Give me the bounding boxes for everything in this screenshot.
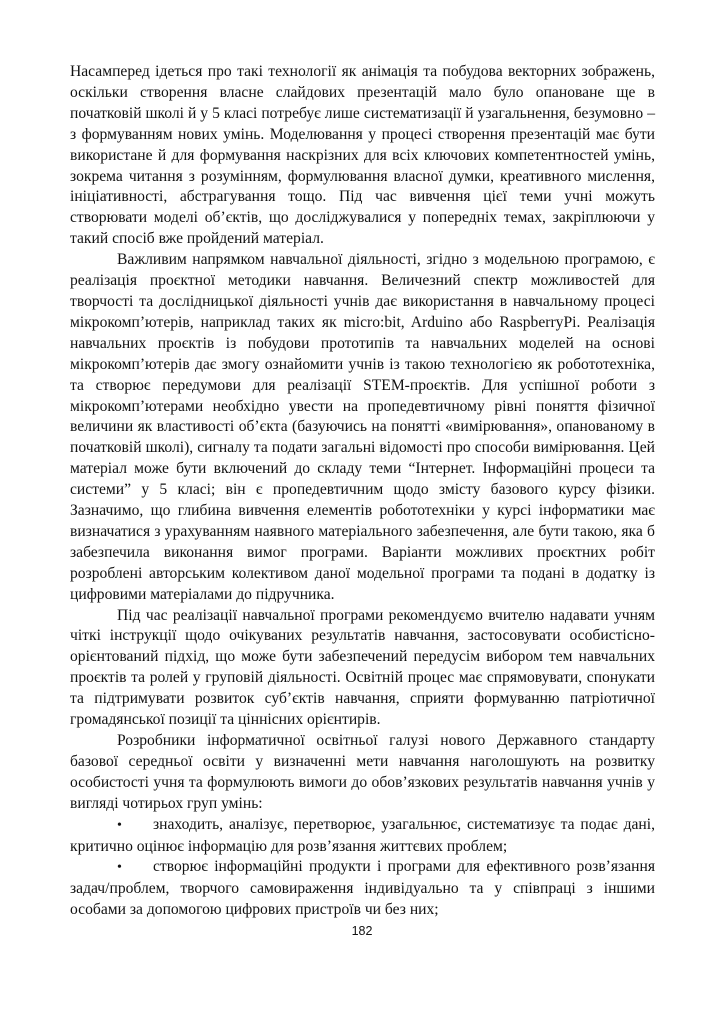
bullet-icon: • [117,817,122,833]
document-body [70,62,655,921]
paragraph-recommendations: Під час реалізації навчальної програми рекомендуємо вчителю надавати учням чіткі інструкції щодо очікуваних результатів навчання, застосовувати особистісно-орієнтований підхід, що може бути забезпечений передусім вибором тем навчальних проєктів та ролей у груповій діяльності. Освітній процес має спрямовувати, спонукати та підтримувати розвиток суб’єктів навчання, сприяти формуванню патріотичної громадянської позиції та ціннісних орієнтирів. [70,606,655,729]
bullet-text-1: знаходить, аналізує, перетворює, узагальнює, систематизує та подає дані, критично оцінює інформацію для розв’язання життєвих проблем; [70,815,655,855]
bullet-icon: • [117,860,122,876]
paragraph-project-method: Важливим напрямком навчальної діяльності, згідно з модельною програмою, є реалізація проєктної методики навчання. Величезний спектр можливостей для творчості та дослідницької діяльності учнів дає використання в навчальному процесі мікрокомп’ютерів, наприклад таких як micro:bit, Arduino або RaspberryPi. Реалізація навчальних проєктів із побудови прототипів та навчальних моделей на основі мікрокомп’ютерів дає змогу ознайомити учнів із такою технологією як робототехніка, та створює передумови для реалізації STEM-проєктів. Для успішної роботи з мікрокомп’ютерами необхідно увести на пропедевтичному рівні поняття фізичної величини як властивості об’єкта (базуючись на понятті «вимірювання», опанованому в початковій школі), сигналу та подати загальні відомості про способи вимірювання. Цей матеріал може бути включений до складу теми “Інтернет. Інформаційні процеси та системи” у 5 класі; він є пропедевтичним щодо змісту базового курсу фізики. Зазначимо, що глибина вивчення елементів робототехніки у курсі інформатики має визначатися з урахуванням наявного матеріального забезпечення, але бути такою, яка б забезпечила виконання вимог програми. Варіанти можливих проєктних робіт розроблені авторським колективом даної модельної програми та подані в додатку із цифровими матеріалами до підручника. [70,251,655,603]
bullet-text-2: створює інформаційні продукти і програми для ефективного розв’язання задач/проблем, творчого самовираження індивідуально та у співпраці з іншими особами за допомогою цифрових пристроїв чи без них; [70,858,655,919]
paragraph-standard: Розробники інформатичної освітньої галузі нового Державного стандарту базової середньої освіти у визначенні мети навчання наголошують на розвитку особистості учня та формулюють вимоги до обов’язкових результатів навчання учнів у вигляді чотирьох груп умінь: [70,732,655,812]
bullet-item-1 [70,815,655,858]
paragraph-intro: Насамперед ідеться про такі технології як анімація та побудова векторних зображень, оскільки створення власне слайдових презентацій мало було опановане ще в початковій школі й у 5 класі потребує лише систематизації й узагальнення, безумовно – з формуванням нових умінь. Моделювання у процесі створення презентацій має бути використане й для формування наскрізних для всіх ключових компетентностей умінь, зокрема читання з розумінням, формулювання власної думки, креативного мислення, ініціативності, абстрагування тощо. Під час вивчення цієї теми учні можуть створювати моделі об’єктів, що досліджувалися у попередніх темах, закріплюючи у такий спосіб вже пройдений матеріал. [70,63,655,248]
bullet-item-2 [70,857,655,921]
page-number: 182 [351,924,373,938]
